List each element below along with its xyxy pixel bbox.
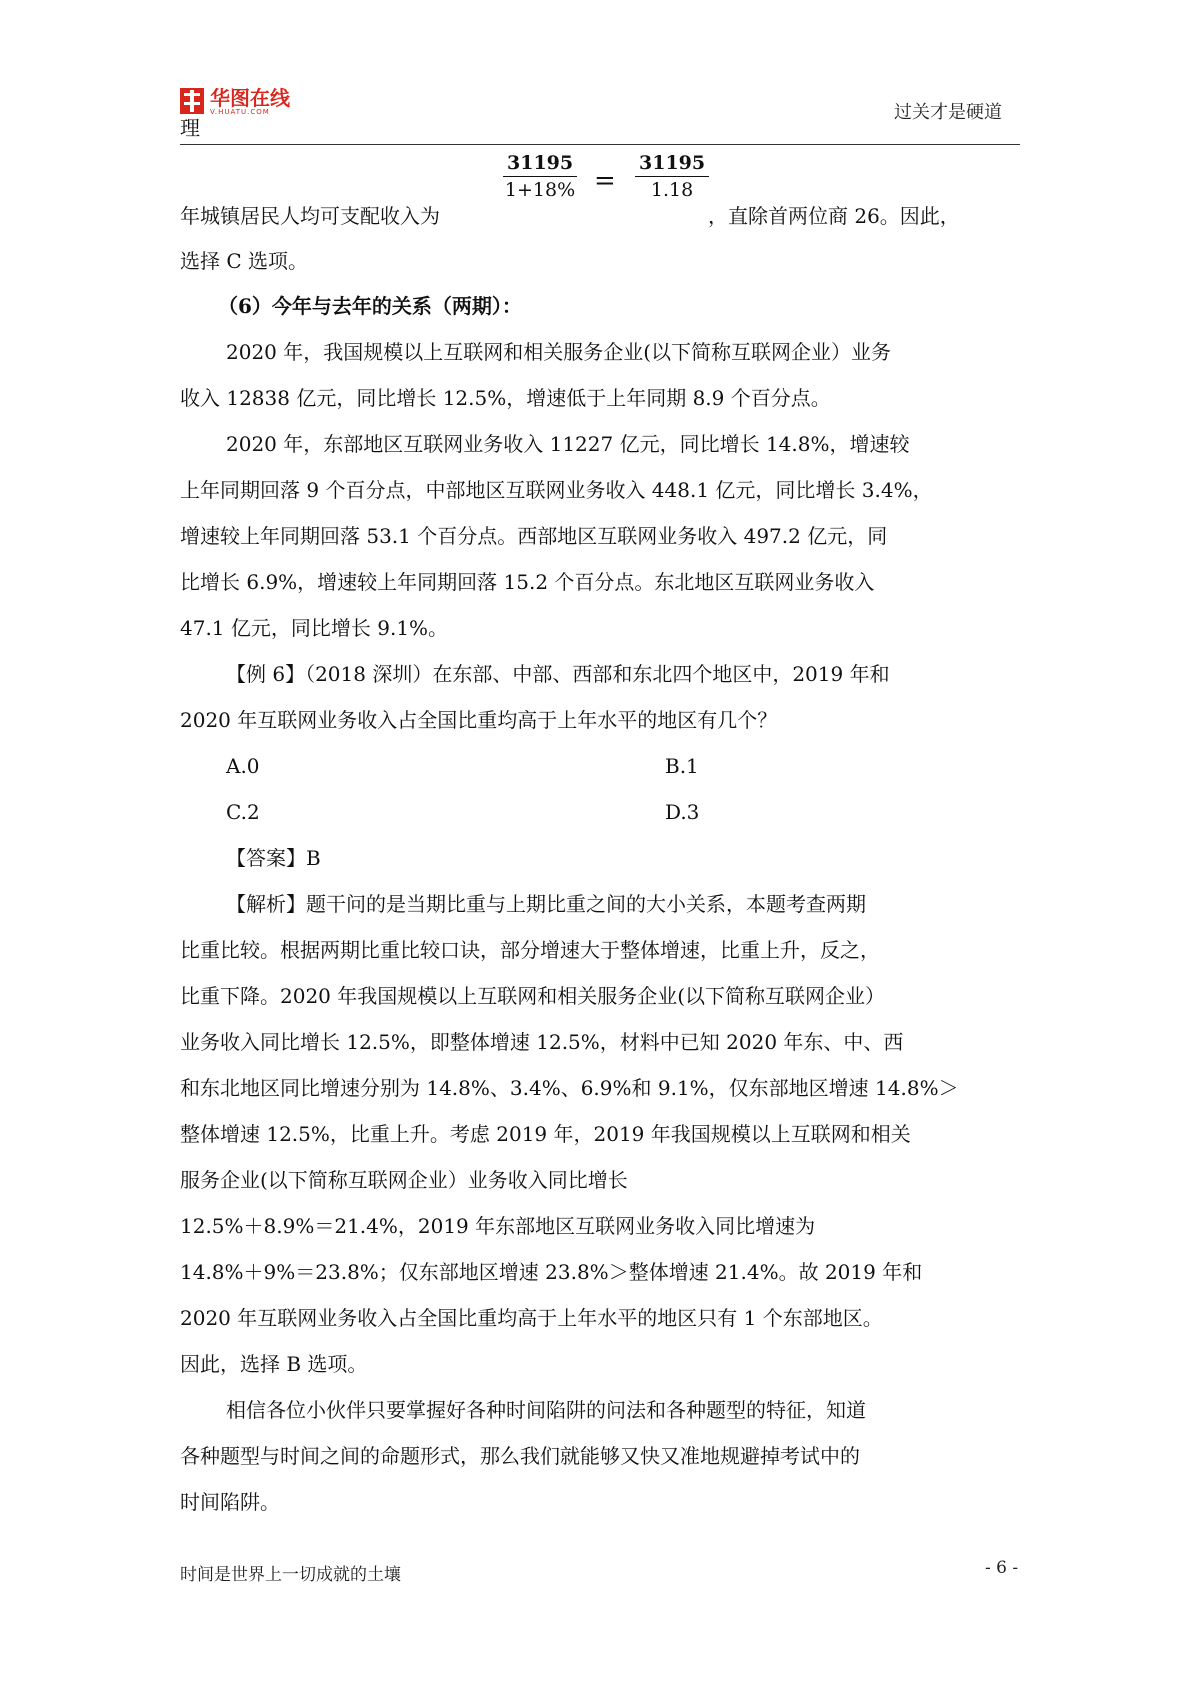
header-left-char: 理 bbox=[180, 116, 200, 140]
text-line: 47.1 亿元，同比增长 9.1%。 bbox=[180, 616, 449, 640]
text-line: 2020 年，我国规模以上互联网和相关服务企业(以下简称互联网企业）业务 bbox=[226, 340, 892, 364]
text-line: 相信各位小伙伴只要掌握好各种时间陷阱的问法和各种题型的特征，知道 bbox=[226, 1398, 866, 1422]
logo-url: V.HUATU.COM bbox=[210, 108, 270, 116]
option-a: A.0 bbox=[226, 754, 260, 778]
text-line: 年城镇居民人均可支配收入为 bbox=[180, 204, 440, 228]
text-line: 【解析】题干问的是当期比重与上期比重之间的大小关系，本题考查两期 bbox=[226, 892, 866, 916]
example-title: 【例 6】（2018 深圳）在东部、中部、西部和东北四个地区中，2019 年和 bbox=[226, 662, 890, 686]
text-line: 因此，选择 B 选项。 bbox=[180, 1352, 368, 1376]
formula-fraction-1 bbox=[503, 152, 577, 201]
fraction-2-numerator: 31195 bbox=[635, 152, 709, 177]
option-c: C.2 bbox=[226, 800, 260, 824]
text-line: 收入 12838 亿元，同比增长 12.5%，增速低于上年同期 8.9 个百分点。 bbox=[180, 386, 831, 410]
text-line: 服务企业(以下简称互联网企业）业务收入同比增长 bbox=[180, 1168, 628, 1192]
text-line: 2020 年互联网业务收入占全国比重均高于上年水平的地区有几个？ bbox=[180, 708, 778, 732]
option-d: D.3 bbox=[665, 800, 700, 824]
formula-fraction-2 bbox=[635, 152, 709, 201]
text-line: 和东北地区同比增速分别为 14.8%、3.4%、6.9%和 9.1%，仅东部地区增速 14.8%＞ bbox=[180, 1076, 959, 1100]
fraction-1-numerator: 31195 bbox=[503, 152, 577, 177]
text-line: 整体增速 12.5%，比重上升。考虑 2019 年，2019 年我国规模以上互联网和相关 bbox=[180, 1122, 911, 1146]
fraction-2-denominator: 1.18 bbox=[650, 179, 694, 201]
section-heading: （6）今年与去年的关系（两期）： bbox=[218, 294, 522, 318]
huatu-logo bbox=[180, 88, 290, 116]
text-line: 14.8%＋9%＝23.8%；仅东部地区增速 23.8%＞整体增速 21.4%。故 2019 年和 bbox=[180, 1260, 923, 1284]
option-b: B.1 bbox=[665, 754, 699, 778]
answer-line: 【答案】B bbox=[226, 846, 321, 870]
page-header bbox=[180, 82, 1020, 145]
text-line: 业务收入同比增长 12.5%，即整体增速 12.5%，材料中已知 2020 年东、中、西 bbox=[180, 1030, 904, 1054]
fraction-1-denominator: 1+18% bbox=[504, 179, 576, 201]
formula-equals: = bbox=[594, 166, 616, 196]
text-line: ，直除首两位商 26。因此， bbox=[708, 204, 960, 228]
text-line: 比重比较。根据两期比重比较口诀，部分增速大于整体增速，比重上升，反之， bbox=[180, 938, 880, 962]
huatu-logo-icon bbox=[180, 88, 204, 114]
text-line: 增速较上年同期回落 53.1 个百分点。西部地区互联网业务收入 497.2 亿元，同 bbox=[180, 524, 888, 548]
text-line: 比重下降。2020 年我国规模以上互联网和相关服务企业(以下简称互联网企业） bbox=[180, 984, 886, 1008]
text-line: 选择 C 选项。 bbox=[180, 249, 309, 273]
text-line: 2020 年互联网业务收入占全国比重均高于上年水平的地区只有 1 个东部地区。 bbox=[180, 1306, 883, 1330]
text-line: 各种题型与时间之间的命题形式，那么我们就能够又快又准地规避掉考试中的 bbox=[180, 1444, 860, 1468]
text-line: 2020 年，东部地区互联网业务收入 11227 亿元，同比增长 14.8%，增速较 bbox=[226, 432, 910, 456]
page-number: - 6 - bbox=[985, 1558, 1019, 1578]
text-line: 比增长 6.9%，增速较上年同期回落 15.2 个百分点。东北地区互联网业务收入 bbox=[180, 570, 875, 594]
footer-motto: 时间是世界上一切成就的土壤 bbox=[180, 1565, 401, 1585]
logo-name: 华图在线 bbox=[210, 86, 290, 110]
text-line: 上年同期回落 9 个百分点，中部地区互联网业务收入 448.1 亿元，同比增长 3.4%， bbox=[180, 478, 933, 502]
header-right-text: 过关才是硬道 bbox=[894, 102, 1002, 123]
text-line: 12.5%＋8.9%＝21.4%，2019 年东部地区互联网业务收入同比增速为 bbox=[180, 1214, 816, 1238]
text-line: 时间陷阱。 bbox=[180, 1490, 280, 1514]
